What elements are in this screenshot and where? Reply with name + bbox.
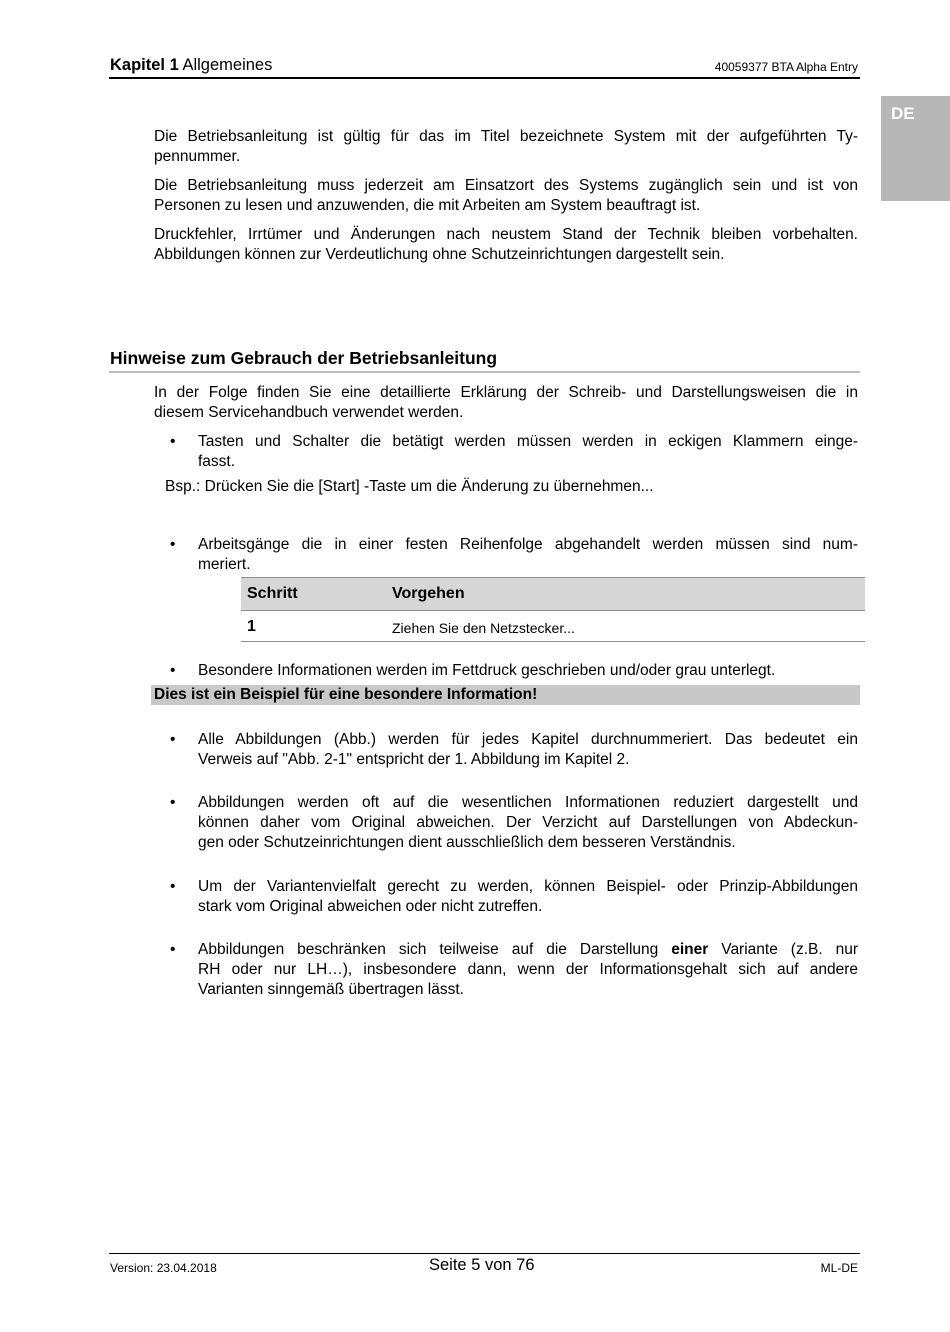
- text-span: Abbildungen beschränken sich teilweise auf die Darstellung: [198, 941, 659, 958]
- bullet-item-bold-info: Besondere Informationen werden im Fettdruck geschrieben und/oder grau unterlegt.: [198, 662, 776, 679]
- emphasis-text: einer: [671, 941, 709, 958]
- text-line: Druckfehler, Irrtümer und Änderungen nach neustem Stand der Technik bleiben vorbehalten.: [154, 226, 858, 243]
- text-line: In der Folge finden Sie eine detaillierte Erklärung der Schreib- und Darstellungsweisen die in: [154, 384, 858, 401]
- text-line: Die Betriebsanleitung muss jederzeit am Einsatzort des Systems zugänglich sein und ist von: [154, 177, 858, 194]
- text-line: pennummer.: [154, 148, 241, 165]
- text-line: stark vom Original abweichen oder nicht zutreffen.: [198, 898, 543, 915]
- bullet-item-steps: [198, 535, 858, 575]
- text-line: Abbildungen können zur Verdeutlichung ohne Schutzeinrichtungen dargestellt sein.: [154, 246, 725, 263]
- bullet-item-figure-numbering: [198, 730, 858, 770]
- text-line: Verweis auf "Abb. 2-1" entspricht der 1. Abbildung im Kapitel 2.: [198, 751, 630, 768]
- bullet-item-figure-reduction: [198, 793, 858, 853]
- highlighted-notice: [151, 685, 860, 705]
- example-text: Bsp.: Drücken Sie die [Start] -Taste um die Änderung zu übernehmen...: [165, 478, 654, 495]
- text-line: diesem Servicehandbuch verwendet werden.: [154, 404, 464, 421]
- document-reference: 40059377 BTA Alpha Entry: [714, 60, 858, 74]
- bullet-marker: •: [170, 536, 176, 553]
- column-header-step: Schritt: [247, 585, 298, 602]
- page-number: Seite 5 von 76: [429, 1256, 535, 1274]
- column-header-action: Vorgehen: [392, 585, 465, 602]
- notice-text: Dies ist ein Beispiel für eine besondere Information!: [154, 686, 538, 703]
- steps-table: [241, 577, 865, 642]
- document-code: ML-DE: [820, 1261, 858, 1275]
- text-line: Personen zu lesen und anzuwenden, die mit Arbeiten am System beauftragt ist.: [154, 197, 701, 214]
- text-line: fasst.: [198, 453, 236, 470]
- intro-paragraph-2: [154, 176, 858, 216]
- text-line: Tasten und Schalter die betätigt werden müssen werden in eckigen Klammern einge-: [198, 433, 858, 450]
- chapter-heading: [110, 56, 272, 75]
- table-row: [241, 611, 865, 642]
- table-cell-step: 1: [247, 618, 256, 635]
- bullet-marker: •: [170, 662, 176, 679]
- language-tab: [881, 96, 950, 201]
- table-cell-action: Ziehen Sie den Netzstecker...: [392, 620, 575, 636]
- section-divider: [109, 371, 860, 373]
- text-line: RH oder nur LH…), insbesondere dann, wenn der Informationsgehalt sich auf andere: [198, 961, 858, 978]
- text-line: Arbeitsgänge die in einer festen Reihenfolge abgehandelt werden müssen sind num-: [198, 536, 858, 553]
- bullet-marker: •: [170, 433, 176, 450]
- bullet-item-keys: [198, 432, 858, 472]
- text-line: [198, 940, 858, 960]
- intro-paragraph-1: [154, 127, 858, 167]
- text-line: meriert.: [198, 556, 251, 573]
- chapter-title: Allgemeines: [182, 56, 273, 74]
- intro-paragraph-3: [154, 225, 858, 265]
- bullet-marker: •: [170, 731, 176, 748]
- bullet-item-variants: [198, 877, 858, 917]
- text-line: Alle Abbildungen (Abb.) werden für jedes Kapitel durchnummeriert. Das bedeutet ein: [198, 731, 858, 748]
- text-line: Um der Variantenvielfalt gerecht zu werden, können Beispiel- oder Prinzip-Abbildungen: [198, 878, 858, 895]
- text-span: Variante (z.B. nur: [721, 941, 858, 958]
- header-divider: [109, 77, 860, 79]
- footer-divider: [109, 1253, 860, 1254]
- text-line: Die Betriebsanleitung ist gültig für das im Titel bezeichnete System mit der aufgeführten Ty-: [154, 128, 858, 145]
- text-line: gen oder Schutzeinrichtungen dient ausschließlich dem besseren Verständnis.: [198, 834, 736, 851]
- bullet-item-single-variant: [198, 940, 858, 1000]
- table-header-row: [241, 577, 865, 611]
- chapter-label: Kapitel 1: [110, 56, 179, 74]
- version-label: Version: 23.04.2018: [110, 1261, 217, 1275]
- section-lead: [154, 383, 858, 423]
- section-heading: Hinweise zum Gebrauch der Betriebsanleitung: [110, 348, 498, 368]
- bullet-marker: •: [170, 794, 176, 811]
- bullet-marker: •: [170, 878, 176, 895]
- bullet-marker: •: [170, 941, 176, 958]
- text-line: Abbildungen werden oft auf die wesentlichen Informationen reduziert dargestellt und: [198, 794, 858, 811]
- text-line: können daher vom Original abweichen. Der Verzicht auf Darstellungen von Abdeckun-: [198, 814, 858, 831]
- text-line: Varianten sinngemäß übertragen lässt.: [198, 981, 464, 998]
- language-tab-label: DE: [891, 104, 915, 123]
